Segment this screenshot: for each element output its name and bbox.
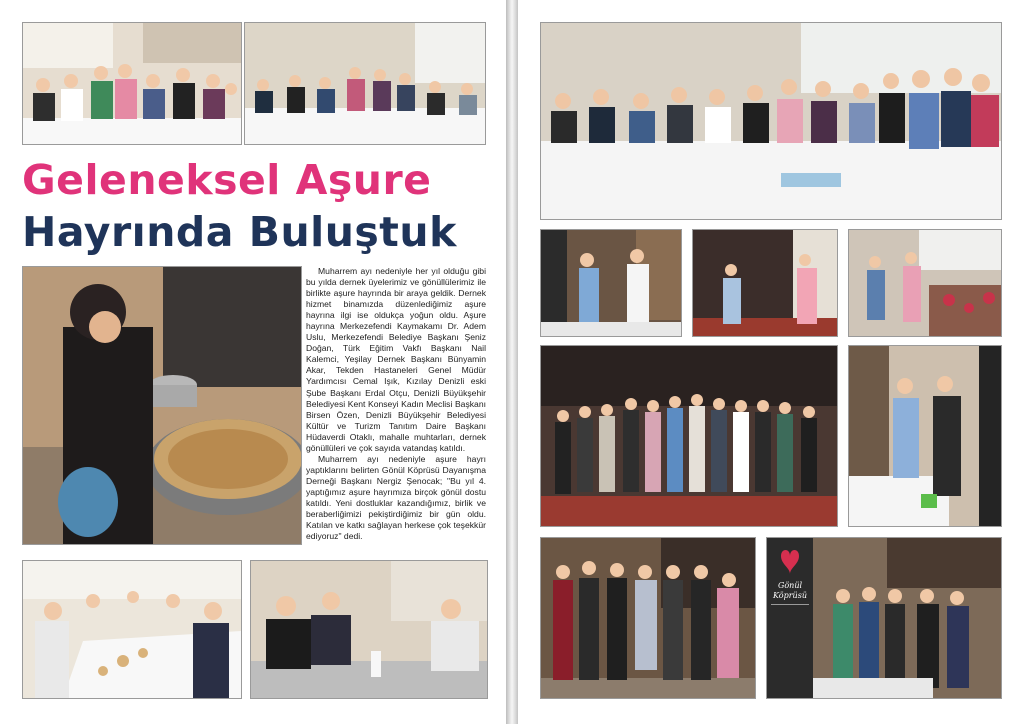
article-paragraph: Muharrem ayı nedeniyle aşure hayrı yaptıklarını belirten Gönül Köprüsü Dayanışma Derneği Başkanı Nergiz Şenocak; "Bu yıl 4. yaptığımız aşure hayrımıza birçok gönül dostu katıldı. Yeni dostluklar kazandığımız, birlik ve beraberliğimizi pekiştirdiğimiz bir gün oldu. Katılan ve katkı sağlayan herkese çok teşekkür ediyoruz" dedi. xyxy=(306,453,486,542)
right-page xyxy=(518,0,1024,724)
photo-group-in-store xyxy=(540,345,838,527)
photo-women-at-table-2 xyxy=(250,560,488,699)
photo-women-by-shelves xyxy=(848,345,1002,527)
article-body xyxy=(306,266,486,542)
photo-banner-and-visitors xyxy=(540,229,682,337)
photo-officials-and-guests xyxy=(540,22,1002,220)
photo-women-at-table xyxy=(22,22,242,145)
banner-logo-line-1: Gönül xyxy=(777,581,803,590)
headline-line-1: Geleneksel Aşure xyxy=(22,156,432,204)
photo-group-with-gifts xyxy=(540,537,756,699)
photo-guests-seated xyxy=(244,22,486,145)
photo-clothing-room xyxy=(692,229,838,337)
left-page xyxy=(0,0,506,724)
photo-table-guests xyxy=(22,560,242,699)
page-gutter xyxy=(506,0,518,724)
photo-stirring-asure-pot xyxy=(22,266,302,545)
banner-logo-line-2: Köprüsü xyxy=(773,591,807,600)
photo-volunteers-by-banner xyxy=(766,537,1002,699)
photo-shop-shelves xyxy=(848,229,1002,337)
headline-line-2: Hayrında Buluştuk xyxy=(22,208,457,256)
article-paragraph: Muharrem ayı nedeniyle her yıl olduğu gibi bu yılda dernek üyelerimiz ve gönüllülerimiz ile birlikte aşure hayrında bir araya geldik. Dernek hizmet binamızda düzenlediğimiz aşure hayrına ilgi ise oldukça yoğun oldu. Aşure hayrına Merkezefendi Kaymakamı Dr. Adem Uslu, Merkezefendi Belediye Başkanı Şeniz Doğan, Türk Eğitim Vakfı Başkanı Nail Kalemci, Yeşilay Dernek Başkanı Bünyamin Akar, Tekden Hastaneleri Genel Müdür Yardımcısı Cemal Işık, Kızılay Denizli eski Şube Başkanı Erdal Otçu, Denizli Büyükşehir Belediyesi Kent Konseyi Kadın Meclisi Başkanı Birsen Özen, Denizli Büyükşehir Belediyesi Kültür ve Turizm Tanıtım Daire Başkanı Hüdaverdi Otaklı, mahalle muhtarları, dernek gönüllüleri ve çok sayıda vatandaş katıldı. xyxy=(306,266,486,453)
